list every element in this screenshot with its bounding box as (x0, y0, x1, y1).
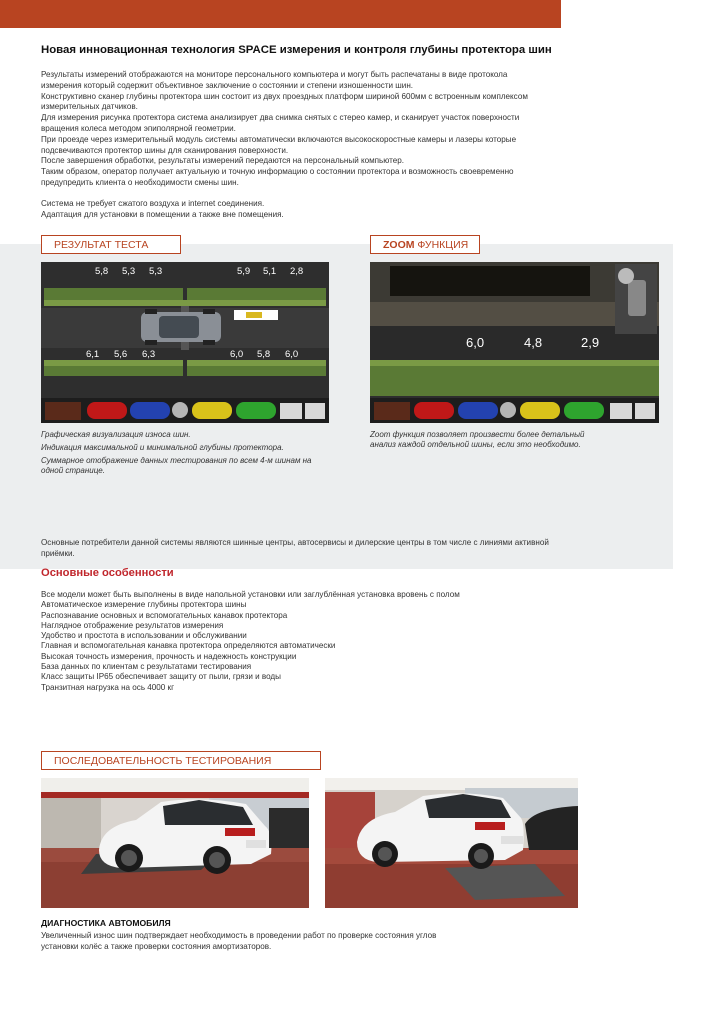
zoom-value-3: 2,9 (581, 335, 600, 350)
feature-item: Все модели может быть выполнены в виде напольной установки или заглублённая установка вровень с полом (41, 590, 460, 599)
value-bottom-right-2: 5,8 (257, 349, 271, 360)
intro-line: Для измерения рисунка протектора система анализирует два снимка снятых с стерео камер, и сканирует участок поверхности (41, 113, 520, 123)
diagnostics-title: ДИАГНОСТИКА АВТОМОБИЛЯ (41, 918, 171, 928)
result-captions (41, 430, 331, 479)
feature-item: Автоматическое измерение глубины протектора шины (41, 600, 247, 610)
diagnostics-text: Увеличенный износ шин подтверждает необходимость в проведении работ по проверке состояния углов установки колёс а также проверки состояния амортизаторов. (41, 931, 437, 951)
result-screenshot (41, 262, 329, 423)
consumers-text: Основные потребители данной системы являются шинные центры, автосервисы и дилерские центры в том числе с линиями активной приёмки. (41, 538, 549, 558)
section-header-sequence (41, 751, 321, 770)
features-title: Основные особенности (41, 567, 174, 579)
zoom-value-1: 6,0 (466, 335, 485, 350)
value-bottom-right-1: 6,0 (230, 349, 244, 360)
zoom-screen-graphic (370, 262, 659, 423)
section-header-zoom (370, 235, 480, 254)
feature-item: Наглядное отображение результатов измерения (41, 620, 224, 630)
result-screen-graphic (41, 262, 329, 423)
feature-item: Класс защиты IP65 обеспечивает защиту от пыли, грязи и воды (41, 672, 281, 682)
intro-line: измерительных датчиков. (41, 102, 138, 112)
car-photo-2-graphic (325, 778, 578, 908)
value-bottom-left-2: 5,6 (114, 349, 128, 360)
intro-line: При проезде через измерительный модуль системы автоматически включаются высокоскоростные камеры и лазеры которые (41, 134, 517, 144)
intro-line: Система не требует сжатого воздуха и internet соединения. (41, 198, 265, 208)
feature-item: Высокая точность измерения, прочность и надежность конструкции (41, 651, 297, 661)
intro-line: Адаптация для установки в помещении а также вне помещения. (41, 209, 284, 219)
value-bottom-left-1: 6,1 (86, 349, 100, 360)
zoom-caption (370, 430, 595, 453)
section-header-label-bold: ZOOM (383, 239, 415, 251)
intro-line: вращения колеса методом эпиполярной геометрии. (41, 123, 236, 133)
intro-line: предупредить клиента о необходимости смены шин. (41, 177, 239, 187)
caption-line: Индикация максимальной и минимальной глубины протектора. (41, 443, 284, 452)
zoom-value-2: 4,8 (524, 335, 543, 350)
value-bottom-left-3: 6,3 (142, 349, 156, 360)
intro-line: Результаты измерений отображаются на мониторе персонального компьютера и могут быть распечатаны в виде протокола (41, 70, 508, 79)
car-photo-2 (325, 778, 578, 908)
value-top-right-1: 5,9 (237, 266, 251, 277)
intro-line: После завершения обработки, результаты измерений передаются на персональный компьютер. (41, 156, 405, 166)
value-bottom-right-3: 6,0 (285, 349, 299, 360)
section-header-label: РЕЗУЛЬТАТ ТЕСТА (54, 239, 149, 251)
zoom-screenshot (370, 262, 659, 423)
intro-line: Конструктивно сканер глубины протектора шин состоит из двух проездных платформ шириной 600мм с встроенным комплексом (41, 91, 528, 101)
feature-item: База данных по клиентам с результатами тестирования (41, 662, 252, 672)
value-top-right-3: 2,8 (290, 266, 304, 277)
intro-line: Таким образом, оператор получает актуальную и точную информацию о состоянии протектора и возможность своевременно (41, 167, 514, 177)
page-title: Новая инновационная технология SPACE измерения и контроля глубины протектора шин (41, 44, 552, 56)
top-color-bar (0, 0, 561, 28)
section-header-label: ФУНКЦИЯ (414, 239, 469, 251)
section-header-result (41, 235, 181, 254)
caption-line: Графическая визуализация износа шин. (41, 430, 191, 439)
caption-line: Zoom функция позволяет произвести более детальный анализ каждой отдельной шины, если это необходимо. (370, 430, 585, 449)
car-photo-1-graphic (41, 778, 309, 908)
feature-item: Удобство и простота в использовании и обслуживании (41, 631, 247, 641)
feature-item: Главная и вспомогательная канавка протектора определяются автоматически (41, 641, 336, 651)
car-photo-1 (41, 778, 309, 908)
features-list (41, 590, 460, 693)
value-top-left-1: 5,8 (95, 266, 109, 277)
feature-item: Распознавание основных и вспомогательных канавок протектора (41, 610, 288, 620)
value-top-left-3: 5,3 (149, 266, 163, 277)
value-top-left-2: 5,3 (122, 266, 136, 277)
caption-line: Суммарное отображение данных тестирования по всем 4-м шинам на одной странице. (41, 456, 312, 475)
section-header-label: ПОСЛЕДОВАТЕЛЬНОСТЬ ТЕСТИРОВАНИЯ (54, 755, 272, 767)
value-top-right-2: 5,1 (263, 266, 277, 277)
intro-text (41, 70, 641, 220)
intro-line: измерения который содержит объективное заключение о состоянии и степени изношенности шин. (41, 80, 414, 90)
feature-item: Транзитная нагрузка на ось 4000 кг (41, 682, 175, 692)
intro-line: подсвечиваются протектор шины для сканирования поверхности. (41, 145, 289, 155)
